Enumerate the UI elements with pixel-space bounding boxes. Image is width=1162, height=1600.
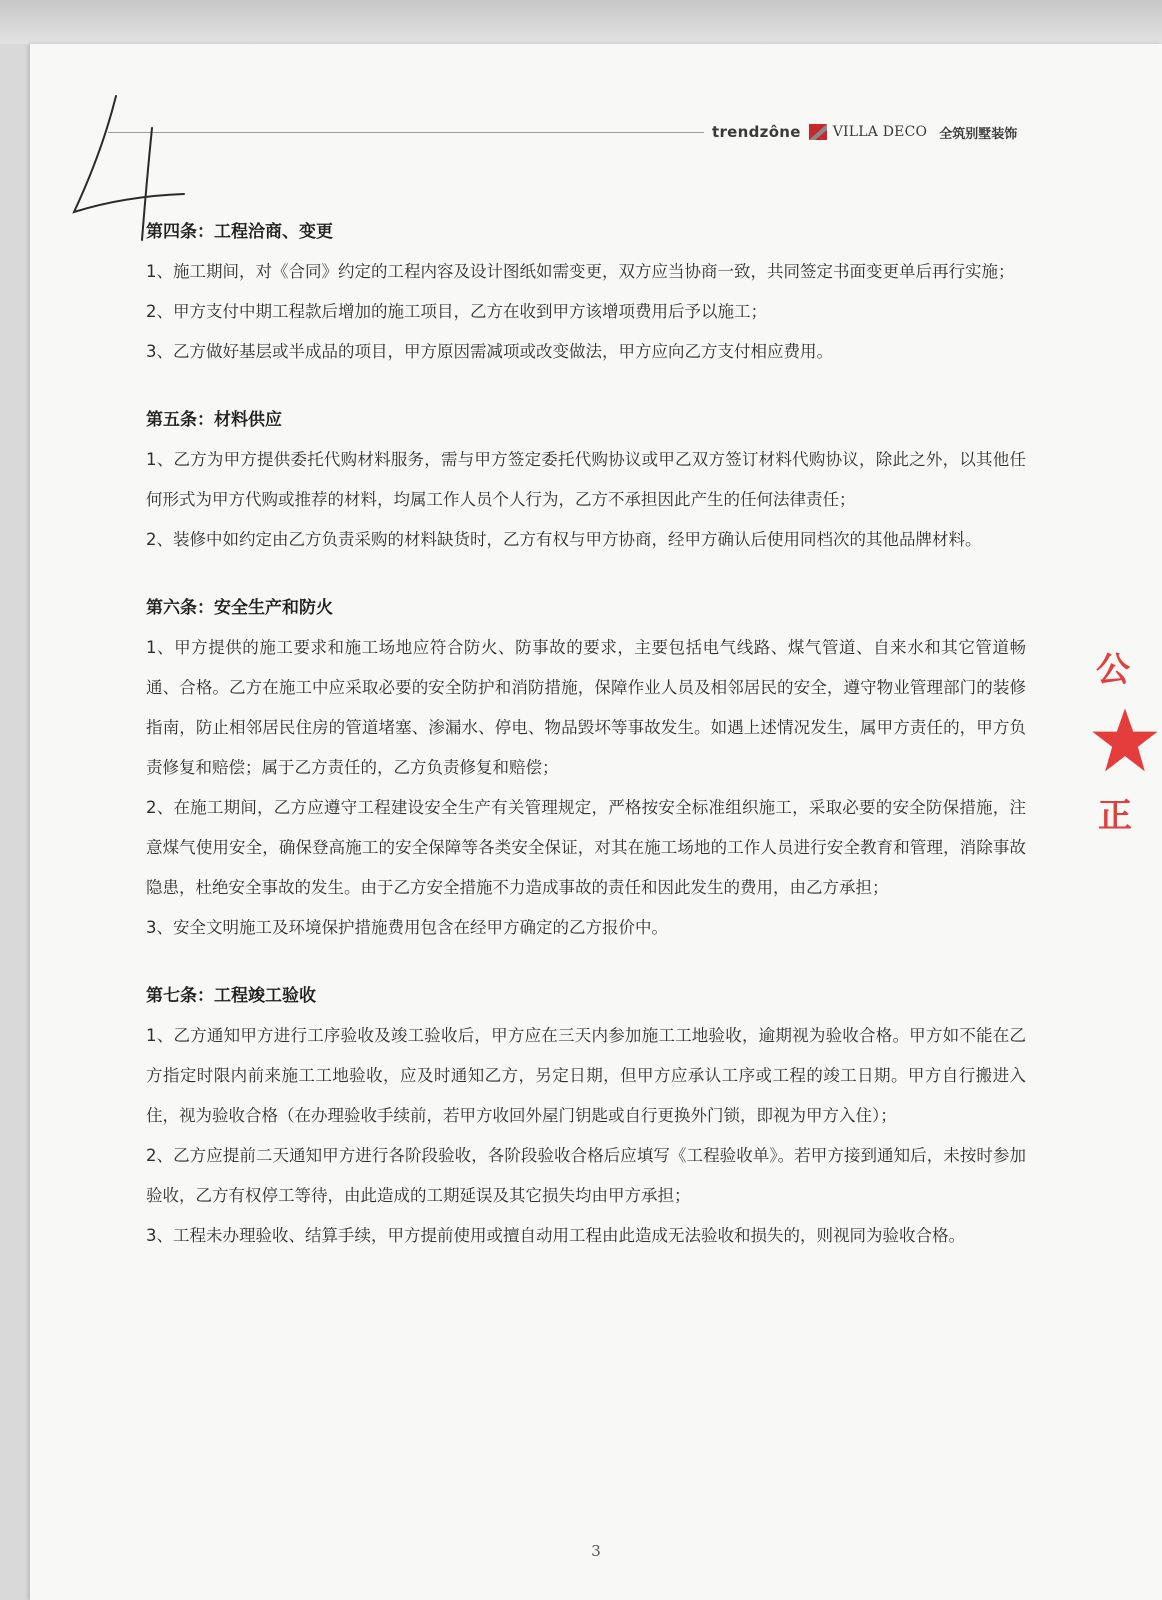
section-title: 第五条：材料供应 (146, 410, 282, 430)
paragraph: 1、乙方为甲方提供委托代购材料服务，需与甲方签定委托代购协议或甲乙双方签订材料代购协议，除此之外，以其他任何形式为甲方代购或推荐的材料，均属工作人员个人行为，乙方不承担因此产生的任何法律责任； (146, 450, 1026, 509)
paragraph: 2、甲方支付中期工程款后增加的施工项目，乙方在收到甲方该增项费用后予以施工； (146, 302, 767, 321)
seal-star-icon (1090, 706, 1160, 776)
page-number: 3 (591, 1542, 601, 1560)
section-article-4 (146, 212, 1026, 372)
header-rule (108, 132, 704, 133)
document-page (30, 44, 1162, 1600)
red-seal-stamp (1068, 620, 1162, 860)
paragraph: 1、施工期间，对《合同》约定的工程内容及设计图纸如需变更，双方应当协商一致，共同签定书面变更单后再行实施； (146, 262, 1015, 281)
paragraph: 3、工程未办理验收、结算手续，甲方提前使用或擅自动用工程由此造成无法验收和损失的，则视同为验收合格。 (146, 1226, 965, 1245)
paragraph: 3、乙方做好基层或半成品的项目，甲方原因需减项或改变做法，甲方应向乙方支付相应费用。 (146, 342, 833, 361)
seal-text-bottom: 正 (1098, 796, 1132, 836)
section-title: 第七条：工程竣工验收 (146, 986, 316, 1006)
seal-text-top: 公 (1096, 650, 1130, 690)
document-body (146, 212, 1026, 1256)
section-title: 第四条：工程洽商、变更 (146, 222, 333, 242)
paragraph: 1、乙方通知甲方进行工序验收及竣工验收后，甲方应在三天内参加施工工地验收，逾期视为验收合格。甲方如不能在乙方指定时限内前来施工工地验收，应及时通知乙方，另定日期，但甲方应承认工序或工程的竣工日期。甲方自行搬进入住，视为验收合格（在办理验收手续前，若甲方收回外屋门钥匙或自行更换外门锁，即视为甲方入住）； (146, 1026, 1026, 1125)
paragraph: 3、安全文明施工及环境保护措施费用包含在经甲方确定的乙方报价中。 (146, 918, 668, 937)
paragraph: 1、甲方提供的施工要求和施工场地应符合防火、防事故的要求，主要包括电气线路、煤气管道、自来水和其它管道畅通、合格。乙方在施工中应采取必要的安全防护和消防措施，保障作业人员及相邻居民的安全，遵守物业管理部门的装修指南，防止相邻居民住房的管道堵塞、渗漏水、停电、物品毁坏等事故发生。如遇上述情况发生，属甲方责任的，甲方负责修复和赔偿；属于乙方责任的，乙方负责修复和赔偿； (146, 638, 1026, 777)
paragraph: 2、乙方应提前二天通知甲方进行各阶段验收，各阶段验收合格后应填写《工程验收单》。若甲方接到通知后，未按时参加验收，乙方有权停工等待，由此造成的工期延误及其它损失均由甲方承担； (146, 1146, 1026, 1205)
brand-header (712, 120, 1017, 144)
scan-background (0, 0, 1162, 44)
brand-name: trendzône (712, 123, 801, 141)
paragraph: 2、装修中如约定由乙方负责采购的材料缺货时，乙方有权与甲方协商，经甲方确认后使用同档次的其他品牌材料。 (146, 530, 982, 549)
brand-logo-icon (809, 124, 827, 140)
brand-subtitle: VILLA DECO (832, 124, 928, 140)
section-article-5 (146, 400, 1026, 560)
brand-chinese-name: 全筑别墅装饰 (939, 126, 1018, 142)
section-article-7 (146, 976, 1026, 1256)
section-article-6 (146, 588, 1026, 948)
section-title: 第六条：安全生产和防火 (146, 598, 333, 618)
paragraph: 2、在施工期间，乙方应遵守工程建设安全生产有关管理规定，严格按安全标准组织施工，采取必要的安全防保措施，注意煤气使用安全，确保登高施工的安全保障等各类安全保证，对其在施工场地的工作人员进行安全教育和管理，消除事故隐患，杜绝安全事故的发生。由于乙方安全措施不力造成事故的责任和因此发生的费用，由乙方承担； (146, 798, 1026, 897)
